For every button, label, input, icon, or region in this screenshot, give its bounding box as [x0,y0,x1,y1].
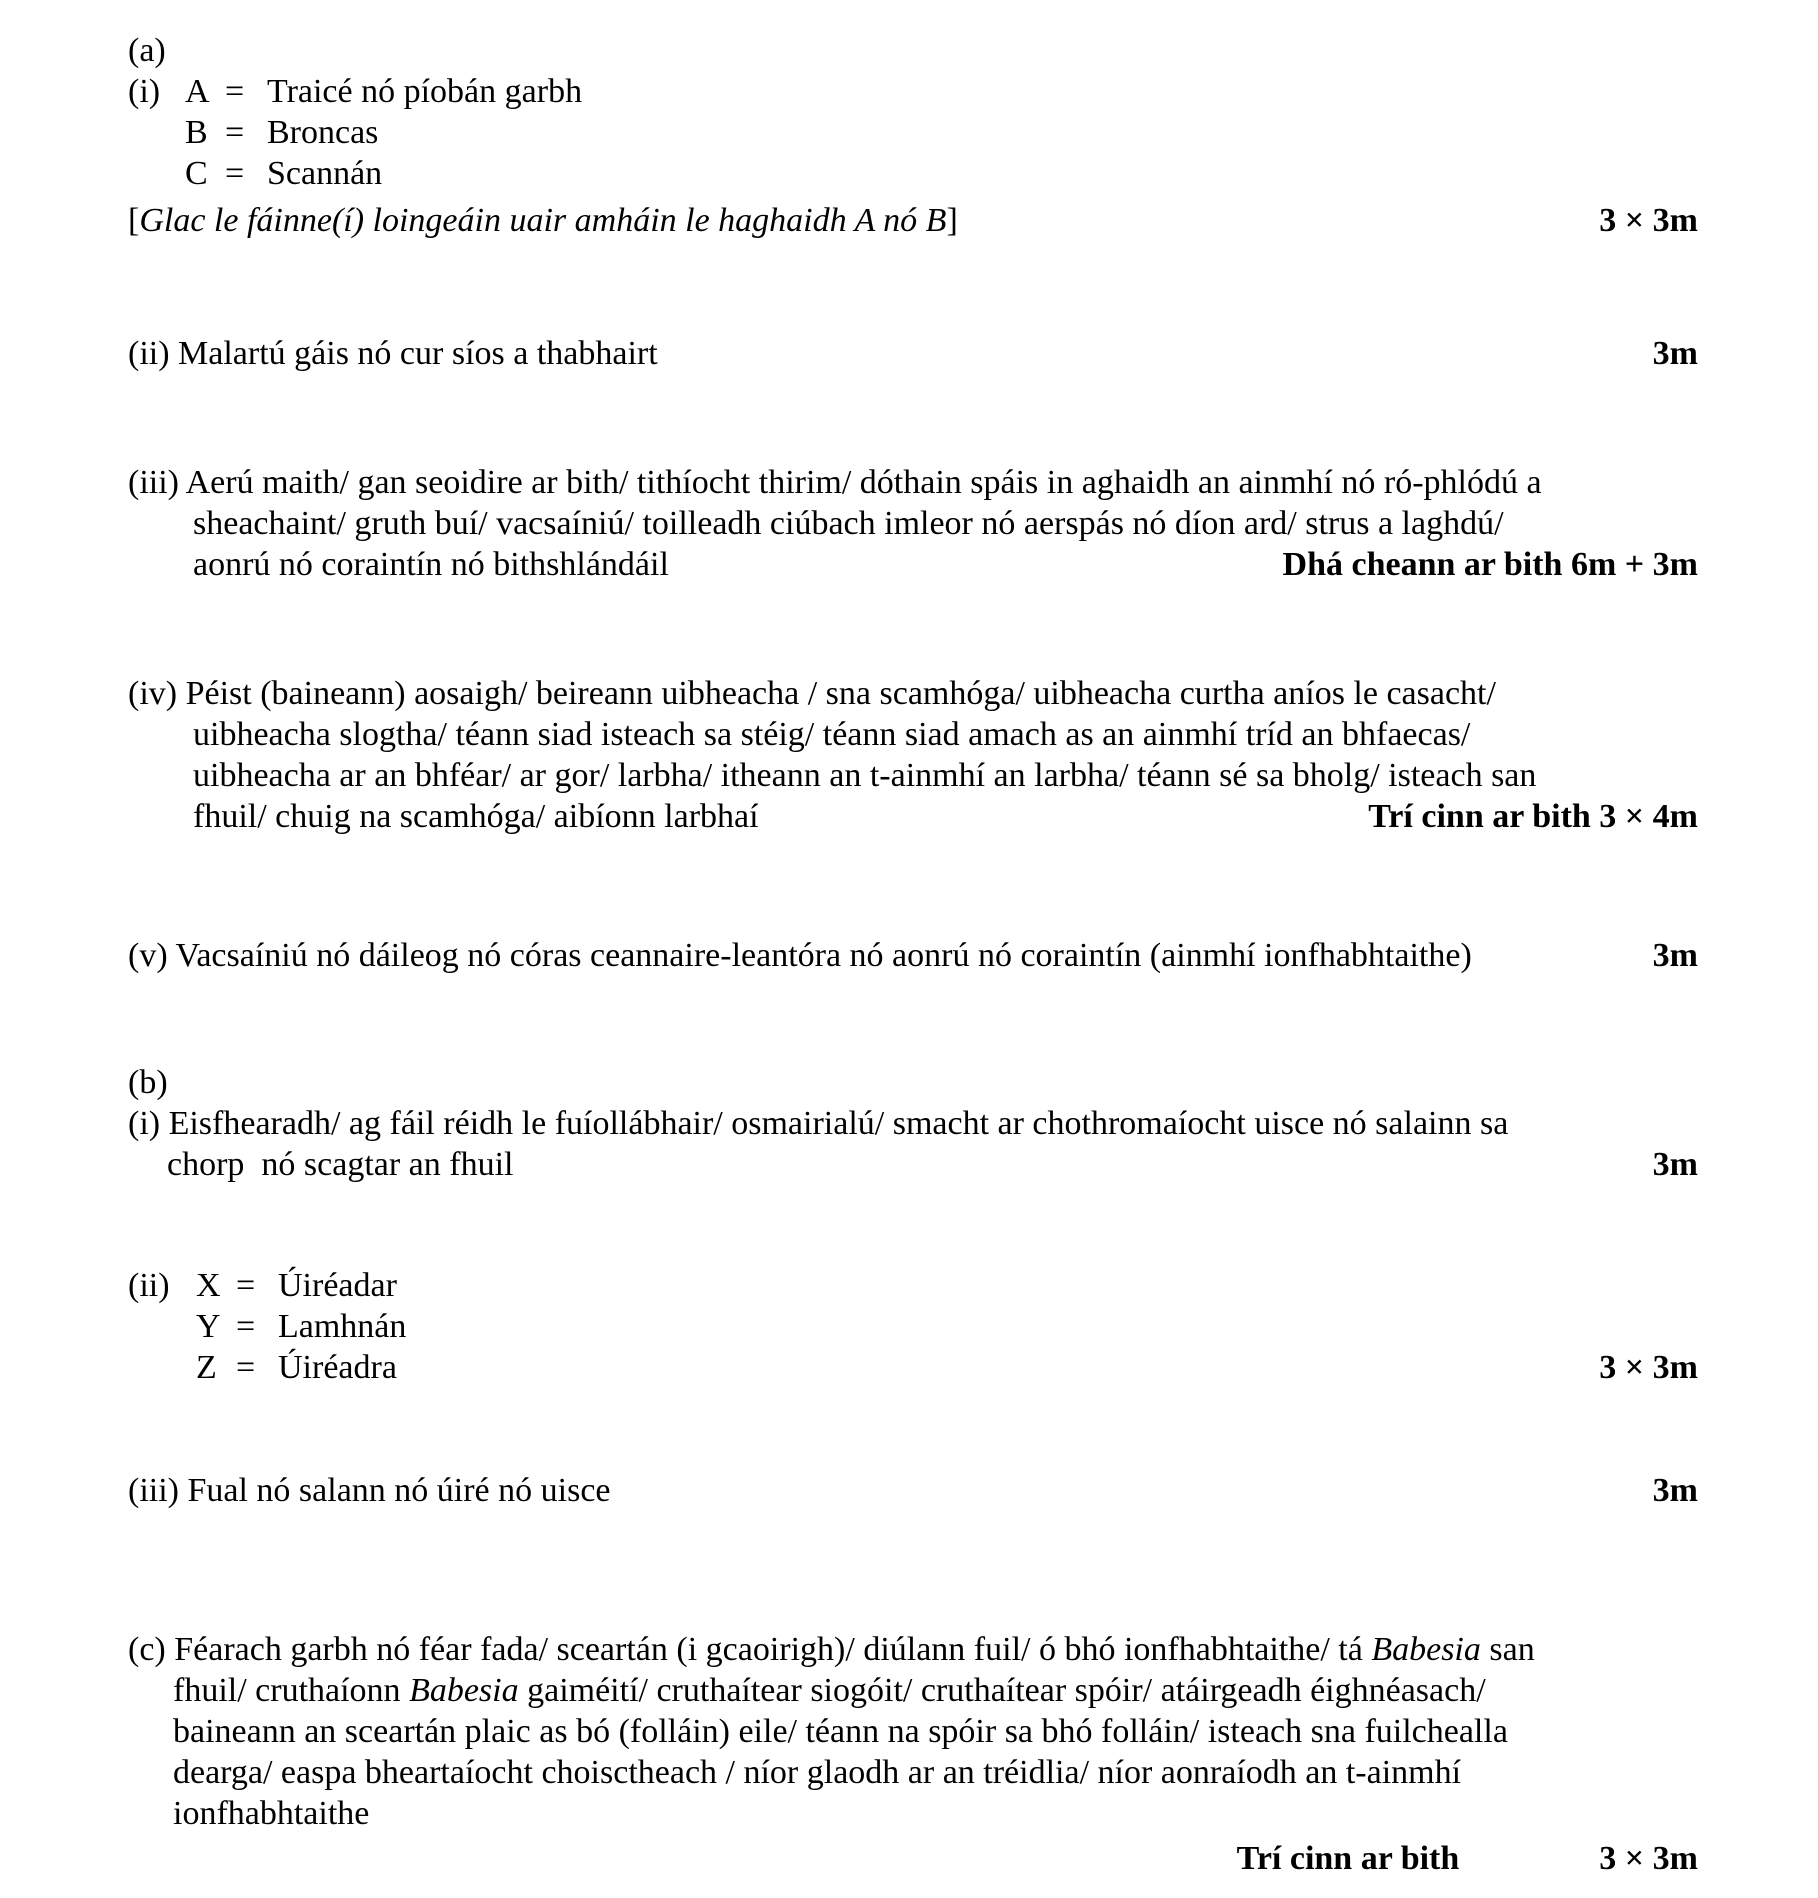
a-iv-line-3 [193,755,1698,796]
a-iii-line-1 [128,462,1698,503]
a-v-text: (v) Vacsaíniú nó dáileog nó córas ceannaire-leantóra nó aonrú nó coraintín (ainmhí ionfhabhtaithe) [128,937,1472,974]
a-iii-line-2 [193,503,1698,544]
b-ii-row-X [128,1265,1698,1306]
a-iv-line-2 [193,714,1698,755]
answer-value-C: Scannán [267,155,383,192]
answer-key-X: X [196,1267,221,1304]
b-iii-text: (iii) Fual nó salann nó úiré nó uisce [128,1472,611,1509]
b-iii-line [128,1470,1698,1511]
c-text-1a: (c) Féarach garbh nó féar fada/ sceartán (i gcaoirigh)/ diúlann fuil/ ó bhó ionfhabhtaithe/ tá [128,1631,1372,1668]
a-i-note-text: Glac le fáinne(í) loingeáin uair amháin le haghaidh A nó B [139,202,947,239]
c-text-1b: san [1480,1631,1535,1668]
a-iv-text-3: uibheacha ar an bhféar/ ar gor/ larbha/ itheann an t-ainmhí an larbha/ téann sé sa bholg/ isteach san [193,757,1537,794]
a-iv-mark: Trí cinn ar bith 3 × 4m [1368,798,1698,835]
bracket-open: [ [128,202,140,239]
c-mark-line [128,1838,1698,1879]
a-v-line [128,935,1698,976]
c-text-5: ionfhabhtaithe [173,1795,370,1832]
b-ii-row-Y [128,1306,1698,1347]
a-iv-text-1: (iv) Péist (baineann) aosaigh/ beireann uibheacha / sna scamhóga/ uibheacha curtha aníos le casacht/ [128,675,1496,712]
c-line-5 [173,1793,1698,1834]
a-iv-text-4: fhuil/ chuig na scamhóga/ aibíonn larbhaí [193,798,759,835]
c-line-3 [173,1711,1698,1752]
section-b-label [128,1062,1698,1103]
b-ii-number: (ii) [128,1267,170,1304]
c-line-2 [173,1670,1698,1711]
c-text-4: dearga/ easpa bheartaíocht choisctheach / níor glaodh ar an tréidlia/ níor aonraíodh an t-ainmhí [173,1754,1462,1791]
a-iii-line-3 [193,544,1698,585]
b-i-text-2: chorp nó scagtar an fhuil [167,1146,514,1183]
section-a-label-text: (a) [128,32,166,69]
a-ii-line [128,333,1698,374]
b-i-mark: 3m [1652,1146,1698,1183]
a-i-row-C [128,153,1698,194]
equals-sign: = [236,1349,256,1386]
equals-sign: = [225,155,245,192]
section-c-block [128,1629,1698,1879]
answer-value-Z: Úiréadra [278,1349,397,1386]
bracket-close: ] [946,202,958,239]
c-text-2b: gaiméití/ cruthaítear siogóit/ cruthaítear spóir/ atáirgeadh éighnéasach/ [518,1672,1486,1709]
b-i-line-2 [167,1144,1698,1185]
babesia-italic: Babesia [1371,1631,1481,1668]
a-iii-text-1: (iii) Aerú maith/ gan seoidire ar bith/ tithíocht thirim/ dóthain spáis in aghaidh an ainmhí nó ró-phlódú a [128,464,1542,501]
a-iii-mark: Dhá cheann ar bith 6m + 3m [1282,546,1698,583]
a-i-block [128,71,1698,194]
b-i-line-1 [128,1103,1698,1144]
answer-value-A: Traicé nó píobán garbh [267,73,583,110]
b-ii-row-Z [128,1347,1698,1388]
a-i-row-B [128,112,1698,153]
equals-sign: = [236,1308,256,1345]
a-v-mark: 3m [1652,937,1698,974]
answer-key-A: A [185,73,210,110]
a-iv-block [128,673,1698,837]
b-ii-row-Z-left [128,1347,397,1388]
c-mark-value: 3 × 3m [1599,1840,1698,1877]
answer-key-Z: Z [196,1349,217,1386]
a-i-number: (i) [128,73,161,110]
a-iii-text-3: aonrú nó coraintín nó bithshlándáil [193,546,669,583]
a-iii-block [128,462,1698,585]
b-ii-mark: 3 × 3m [1599,1349,1698,1386]
a-i-note [128,200,958,241]
answer-value-Y: Lamhnán [278,1308,407,1345]
a-ii-text: (ii) Malartú gáis nó cur síos a thabhairt [128,335,658,372]
c-line-4 [173,1752,1698,1793]
section-b-label-text: (b) [128,1064,168,1101]
a-i-note-line [128,200,1698,241]
b-ii-block [128,1265,1698,1388]
a-iv-text-2: uibheacha slogtha/ téann siad isteach sa stéig/ téann siad amach as an ainmhí tríd an bhfaecas/ [193,716,1471,753]
answer-key-B: B [185,114,208,151]
a-ii-mark: 3m [1652,335,1698,372]
answer-key-C: C [185,155,208,192]
c-text-3: baineann an sceartán plaic as bó (folláin) eile/ téann na spóir sa bhó folláin/ isteach sna fuilchealla [173,1713,1508,1750]
b-iii-mark: 3m [1652,1472,1698,1509]
section-a-label [128,30,1698,71]
answer-value-X: Úiréadar [278,1267,397,1304]
a-iii-text-2: sheachaint/ gruth buí/ vacsaíniú/ toilleadh ciúbach imleor nó aerspás nó díon ard/ strus a laghdú/ [193,505,1504,542]
a-iv-line-4 [193,796,1698,837]
equals-sign: = [236,1267,256,1304]
a-i-mark: 3 × 3m [1599,202,1698,239]
c-line-1 [128,1629,1698,1670]
equals-sign: = [225,114,245,151]
a-i-row-A [128,71,1698,112]
c-text-2a: fhuil/ cruthaíonn [173,1672,410,1709]
answer-key-Y: Y [196,1308,221,1345]
babesia-italic: Babesia [409,1672,519,1709]
b-i-block [128,1103,1698,1185]
a-iv-line-1 [128,673,1698,714]
equals-sign: = [225,73,245,110]
answer-value-B: Broncas [267,114,379,151]
b-i-text-1: (i) Eisfhearadh/ ag fáil réidh le fuíollábhair/ osmairialú/ smacht ar chothromaíocht uisce nó salainn sa [128,1105,1509,1142]
c-mark-label: Trí cinn ar bith [1236,1840,1460,1877]
